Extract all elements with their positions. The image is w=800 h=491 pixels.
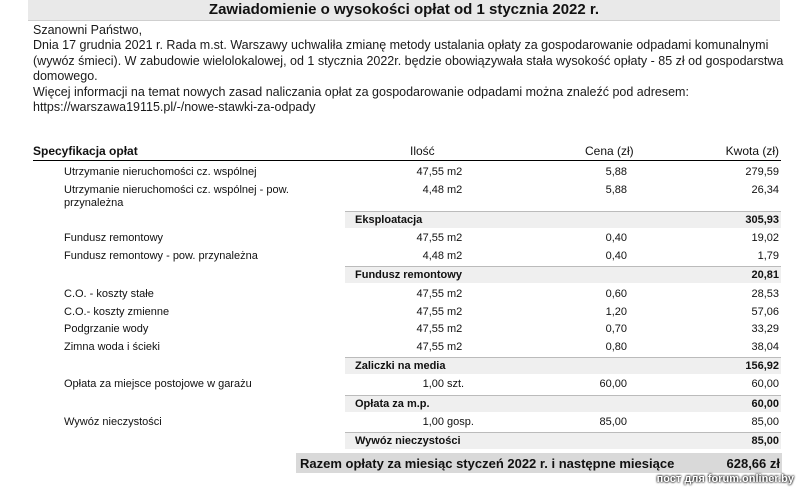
row-unit: m2 <box>447 306 463 318</box>
row-qty: 4,48 <box>422 250 444 262</box>
row-amount: 38,04 <box>751 341 779 353</box>
intro-line: Więcej informacji na temat nowych zasad naliczania opłat za gospodarowanie odpadami można znaleźć pod adresem: <box>33 84 689 99</box>
row-qty: 47,55 <box>416 341 444 353</box>
row-label: Utrzymanie nieruchomości cz. wspólnej - pow. przynależna <box>64 184 289 209</box>
row-price: 0,40 <box>605 232 627 244</box>
intro-text <box>33 23 784 115</box>
row-price: 5,88 <box>605 166 627 178</box>
row-unit: m2 <box>447 288 463 300</box>
row-unit: m2 <box>447 341 463 353</box>
row-qty: 47,55 <box>416 232 444 244</box>
header-qty: Ilość <box>410 144 435 158</box>
row-unit: m2 <box>447 232 463 244</box>
row-price: 0,70 <box>605 323 627 335</box>
table-header <box>33 144 781 161</box>
row-qty: 4,48 <box>422 184 444 196</box>
row-label: Utrzymanie nieruchomości cz. wspólnej <box>64 166 257 178</box>
row-label: Fundusz remontowy - pow. przynależna <box>64 250 258 262</box>
row-qty: 47,55 <box>416 323 444 335</box>
row-amount: 60,00 <box>751 378 779 390</box>
subtotal-row <box>345 395 781 412</box>
row-price: 0,60 <box>605 288 627 300</box>
subtotal-row <box>345 266 781 283</box>
row-price: 0,80 <box>605 341 627 353</box>
grand-total-row <box>296 453 782 473</box>
header-amount: Kwota (zł) <box>725 144 779 158</box>
row-unit: m2 <box>447 250 463 262</box>
row-qty: 47,55 <box>416 288 444 300</box>
row-amount: 19,02 <box>751 232 779 244</box>
row-price: 1,20 <box>605 306 627 318</box>
row-label: Wywóz nieczystości <box>64 416 162 428</box>
row-unit: gosp. <box>447 416 474 428</box>
header-spec: Specyfikacja opłat <box>33 144 138 158</box>
intro-line: (wywóz śmieci). W zabudowie wielolokalowej, od 1 stycznia 2022r. będzie obowiązywała stała wysokość opłaty - 85 zł od gospodarstwa <box>33 53 784 68</box>
row-amount: 33,29 <box>751 323 779 335</box>
header-price: Cena (zł) <box>585 144 634 158</box>
row-amount: 1,79 <box>757 250 779 262</box>
intro-greeting: Szanowni Państwo, <box>33 23 143 37</box>
subtotal-label: Eksploatacja <box>355 214 423 226</box>
row-amount: 85,00 <box>751 416 779 428</box>
row-unit: m2 <box>447 166 463 178</box>
row-qty: 1,00 <box>422 416 444 428</box>
subtotal-row <box>345 211 781 228</box>
subtotal-row <box>345 432 781 449</box>
row-amount: 57,06 <box>751 306 779 318</box>
intro-line: Dnia 17 grudnia 2021 r. Rada m.st. Warszawy uchwaliła zmianę metody ustalania opłaty za gospodarowanie odpadami komunalnymi <box>33 38 769 53</box>
row-price: 85,00 <box>599 416 627 428</box>
row-unit: m2 <box>447 184 463 196</box>
subtotal-label: Zaliczki na media <box>355 360 446 372</box>
row-unit: szt. <box>447 378 465 390</box>
row-qty: 47,55 <box>416 166 444 178</box>
row-label: Podgrzanie wody <box>64 323 149 335</box>
row-amount: 26,34 <box>751 184 779 196</box>
row-unit: m2 <box>447 323 463 335</box>
subtotal-label: Fundusz remontowy <box>355 269 462 281</box>
row-qty: 1,00 <box>422 378 444 390</box>
grand-total-amount: 628,66 zł <box>726 456 780 471</box>
subtotal-amount: 20,81 <box>751 269 779 281</box>
subtotal-amount: 85,00 <box>751 435 779 447</box>
row-price: 60,00 <box>599 378 627 390</box>
subtotal-amount: 305,93 <box>745 214 779 226</box>
row-label: Zimna woda i ścieki <box>64 341 160 353</box>
row-price: 0,40 <box>605 250 627 262</box>
row-label: C.O.- koszty zmienne <box>64 306 170 318</box>
subtotal-amount: 60,00 <box>751 398 779 410</box>
row-label: Opłata za miejsce postojowe w garażu <box>64 378 252 390</box>
watermark: пост для forum.onliner.by <box>656 473 794 485</box>
grand-total-label: Razem opłaty za miesiąc styczeń 2022 r. i następne miesiące <box>300 456 675 471</box>
row-label: Fundusz remontowy <box>64 232 164 244</box>
row-label: C.O. - koszty stałe <box>64 288 154 300</box>
notice-title: Zawiadomienie o wysokości opłat od 1 stycznia 2022 r. <box>28 0 780 21</box>
subtotal-label: Opłata za m.p. <box>355 398 430 410</box>
subtotal-label: Wywóz nieczystości <box>355 435 461 447</box>
row-amount: 28,53 <box>751 288 779 300</box>
intro-line: domowego. <box>33 69 98 84</box>
subtotal-row <box>345 357 781 374</box>
row-qty: 47,55 <box>416 306 444 318</box>
subtotal-amount: 156,92 <box>745 360 779 372</box>
intro-link[interactable]: https://warszawa19115.pl/-/nowe-stawki-za-odpady <box>33 100 316 115</box>
row-amount: 279,59 <box>745 166 779 178</box>
row-price: 5,88 <box>605 184 627 196</box>
